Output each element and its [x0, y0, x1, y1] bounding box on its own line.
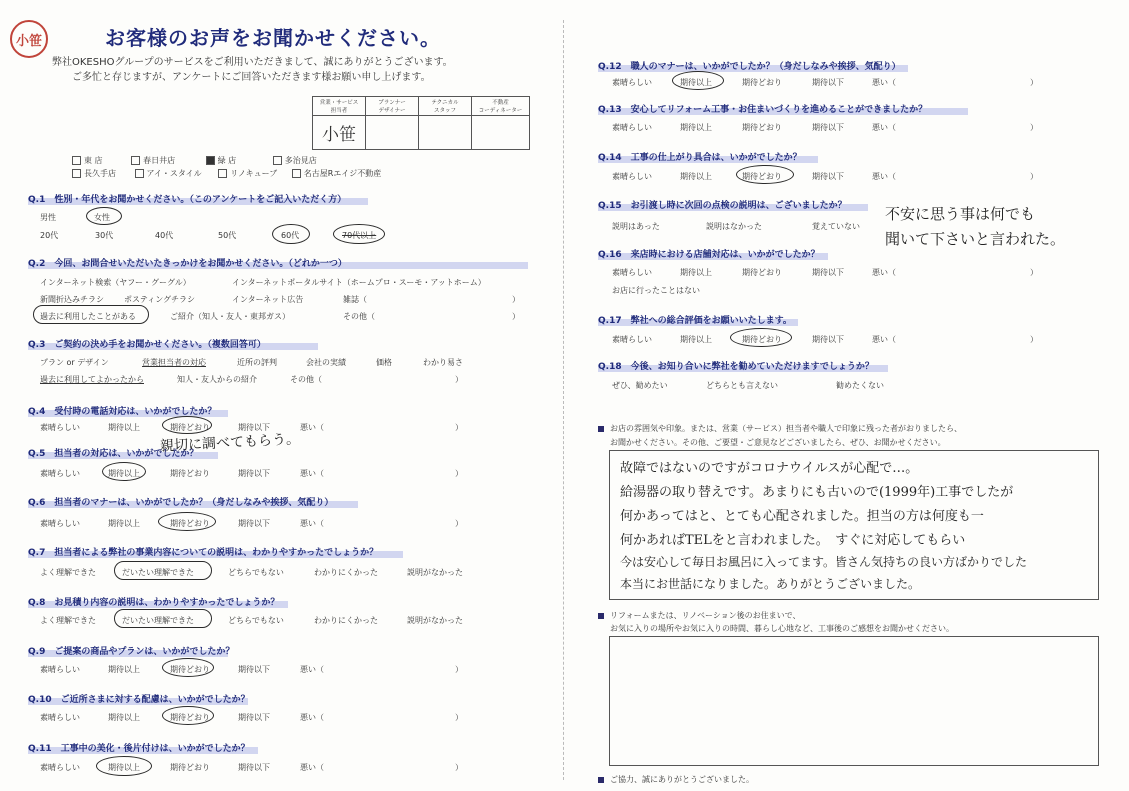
q2-opt-magazine-close: ）: [512, 295, 520, 304]
q4-opt-bad-close: ）: [455, 423, 463, 432]
q1-age-60s[interactable]: 60代: [281, 231, 300, 240]
q15-note-line-1: 不安に思う事は何でも: [885, 205, 1036, 223]
staff-header-realestate: 不動産 コーディネーター: [472, 97, 530, 116]
q8-opt-unclear[interactable]: わかりにくかった: [314, 616, 378, 625]
q16-opt-below[interactable]: 期待以下: [812, 268, 844, 277]
q6-opt-below[interactable]: 期待以下: [238, 519, 270, 528]
store-nagakute[interactable]: 長久手店: [72, 169, 116, 178]
q18-opt-neutral[interactable]: どちらとも言えない: [706, 381, 778, 390]
q9-title: Q.9 ご提案の商品やプランは、いかがでしたか？: [28, 647, 235, 657]
q1-age-50s[interactable]: 50代: [218, 231, 237, 240]
q15-note-line-2: 聞いて下さいと言われた。: [885, 230, 1066, 248]
q8-opt-neither[interactable]: どちらでもない: [228, 616, 284, 625]
q14-expected-circle: [736, 165, 794, 184]
q14-title: Q.14 工事の仕上がり具合は、いかがでしたか？: [598, 153, 802, 163]
q2-opt-search[interactable]: インターネット検索（ヤフー・グーグル）: [40, 278, 191, 287]
q13-opt-bad[interactable]: 悪い（: [872, 123, 896, 132]
q15-title: Q.15 お引渡し時に次回の点検の説明は、ございましたか？: [598, 201, 847, 211]
q1-gender-female[interactable]: 女性: [94, 213, 110, 222]
q5-title: Q.5 担当者の対応は、いかがでしたか？: [28, 449, 199, 459]
stamp-text: 小笹: [15, 33, 42, 49]
q10-opt-excellent[interactable]: 素晴らしい: [40, 713, 80, 722]
q5-opt-bad-close: ）: [455, 469, 463, 478]
q17-opt-bad[interactable]: 悪い（: [872, 335, 896, 344]
q2-opt-newspaper[interactable]: 新聞折込みチラシ: [40, 295, 104, 304]
q3-opt-friend[interactable]: 知人・友人からの紹介: [177, 375, 257, 384]
q17-opt-above[interactable]: 期待以上: [680, 335, 712, 344]
q5-opt-bad[interactable]: 悪い（: [300, 469, 324, 478]
q16-opt-never-visited[interactable]: お店に行ったことはない: [612, 286, 700, 295]
company-stamp: [10, 20, 48, 58]
q3-opt-other[interactable]: その他（: [290, 375, 322, 384]
q7-opt-mostly[interactable]: だいたい理解できた: [122, 568, 194, 577]
staff-sales-name[interactable]: 小笹: [313, 116, 366, 150]
q3-opt-sales-staff[interactable]: 営業担当者の対応: [142, 358, 206, 367]
q14-opt-above[interactable]: 期待以上: [680, 172, 712, 181]
q13-title: Q.13 安心してリフォーム工事・お住まいづくりを進めることができましたか？: [598, 105, 928, 115]
q3-opt-plan[interactable]: プラン or デザイン: [40, 358, 109, 367]
q1-gender-male[interactable]: 男性: [40, 213, 56, 222]
q11-opt-below[interactable]: 期待以下: [238, 763, 270, 772]
q17-title: Q.17 弊社への総合評価をお願いいたします。: [598, 316, 792, 326]
q6-title: Q.6 担当者のマナーは、いかがでしたか？（身だしなみや挨拶、気配り）: [28, 498, 334, 508]
q16-opt-bad-close: ）: [1030, 268, 1038, 277]
q12-opt-expected[interactable]: 期待どおり: [742, 78, 782, 87]
q4-opt-below[interactable]: 期待以下: [238, 423, 270, 432]
q9-opt-bad-close: ）: [455, 665, 463, 674]
q6-opt-above[interactable]: 期待以上: [108, 519, 140, 528]
q14-opt-below[interactable]: 期待以下: [812, 172, 844, 181]
comment2-prompt-2: お気に入りの場所やお気に入りの時間、暮らし心地など、工事後のご感想をお聞かせください。: [610, 624, 954, 633]
q5-opt-below[interactable]: 期待以下: [238, 469, 270, 478]
q17-opt-excellent[interactable]: 素晴らしい: [612, 335, 652, 344]
q1-60s-circle: [272, 224, 310, 244]
q6-expected-circle: [158, 512, 216, 531]
staff-header-planner: プランナー デザイナー: [366, 97, 419, 116]
comment1-prompt-2: お聞かせください。その他、ご要望・ご意見などございましたら、ぜひ、お聞かせください。: [610, 438, 946, 447]
bullet-icon: [598, 777, 604, 783]
q11-opt-bad-close: ）: [455, 763, 463, 772]
q9-opt-below[interactable]: 期待以下: [238, 665, 270, 674]
q10-opt-below[interactable]: 期待以下: [238, 713, 270, 722]
q3-opt-clarity[interactable]: わかり易さ: [423, 358, 463, 367]
store-higashi[interactable]: 東 店: [72, 156, 103, 165]
q2-opt-posting[interactable]: ポスティングチラシ: [124, 295, 196, 304]
staff-header-technical: テクニカル スタッフ: [419, 97, 472, 116]
comment2-prompt-1: リフォームまたは、リノベーション後のお住まいで、: [598, 610, 800, 621]
q18-opt-yes[interactable]: ぜひ、勧めたい: [612, 381, 668, 390]
comment1-prompt-1: お店の雰囲気や印象。または、営業（サービス）担当者や職人で印象に残った者がおりましたら、: [598, 423, 962, 434]
store-nagoya-r-age[interactable]: 名古屋Rエイジ不動産: [292, 169, 382, 178]
q2-opt-portal[interactable]: インターネットポータルサイト（ホームプロ・スーモ・アットホーム）: [232, 278, 486, 287]
staff-header-sales: 営業・サービス 担当者: [313, 97, 366, 116]
q12-above-circle: [672, 71, 724, 90]
q8-opt-mostly[interactable]: だいたい理解できた: [122, 616, 194, 625]
q2-opt-web-ad[interactable]: インターネット広告: [232, 295, 304, 304]
q14-opt-expected[interactable]: 期待どおり: [742, 172, 782, 181]
q4-opt-above[interactable]: 期待以上: [108, 423, 140, 432]
q7-mostly-circle: [114, 561, 212, 580]
staff-technical-name[interactable]: [419, 116, 472, 150]
q16-opt-expected[interactable]: 期待どおり: [742, 268, 782, 277]
q1-title: Q.1 性別・年代をお聞かせください。（このアンケートをご記入いただく方）: [28, 195, 347, 205]
q7-opt-unclear[interactable]: わかりにくかった: [314, 568, 378, 577]
q3-opt-track-record[interactable]: 会社の実績: [306, 358, 346, 367]
q12-title: Q.12 職人のマナーは、いかがでしたか？（身だしなみや挨拶、気配り）: [598, 62, 901, 72]
q13-opt-bad-close: ）: [1030, 123, 1038, 132]
q10-opt-bad[interactable]: 悪い（: [300, 713, 324, 722]
page-title: お客様のお声をお聞かせください。: [105, 26, 441, 50]
q11-opt-bad[interactable]: 悪い（: [300, 763, 324, 772]
q11-opt-excellent[interactable]: 素晴らしい: [40, 763, 80, 772]
q10-opt-expected[interactable]: 期待どおり: [170, 713, 210, 722]
comment1-line-2: 給湯器の取り替えです。あまりにも古いので(1999年)工事でしたが: [620, 485, 1014, 500]
intro-line-1: 弊社OKESHOグループのサービスをご利用いただきまして、誠にありがとうございます。: [52, 57, 453, 68]
q13-opt-above[interactable]: 期待以上: [680, 123, 712, 132]
q6-opt-excellent[interactable]: 素晴らしい: [40, 519, 80, 528]
q11-title: Q.11 工事中の美化・後片付けは、いかがでしたか？: [28, 744, 250, 754]
staff-table: [312, 96, 530, 150]
q3-opt-reputation[interactable]: 近所の評判: [237, 358, 277, 367]
q18-title: Q.18 今後、お知り合いに弊社を勧めていただけますでしょうか？: [598, 362, 874, 372]
bullet-icon: [598, 426, 604, 432]
staff-realestate-name[interactable]: [472, 116, 530, 150]
q14-opt-bad[interactable]: 悪い（: [872, 172, 896, 181]
q16-title: Q.16 来店時における店舗対応は、いかがでしたか？: [598, 250, 820, 260]
q4-opt-excellent[interactable]: 素晴らしい: [40, 423, 80, 432]
store-midori[interactable]: 緑 店: [206, 156, 237, 165]
comment1-line-4: 何かあればTELをと言われました。 すぐに対応してもらい: [620, 533, 966, 548]
q18-opt-no[interactable]: 勧めたくない: [836, 381, 884, 390]
q16-opt-excellent[interactable]: 素晴らしい: [612, 268, 652, 277]
q13-opt-expected[interactable]: 期待どおり: [742, 123, 782, 132]
q16-opt-above[interactable]: 期待以上: [680, 268, 712, 277]
q7-opt-none[interactable]: 説明がなかった: [407, 568, 463, 577]
store-i-style[interactable]: アイ・スタイル: [135, 169, 202, 178]
q1-age-30s[interactable]: 30代: [95, 231, 114, 240]
store-checkbox-row-2: [72, 168, 381, 179]
q2-opt-other-close: ）: [512, 312, 520, 321]
q6-opt-bad-close: ）: [455, 519, 463, 528]
q5-opt-excellent[interactable]: 素晴らしい: [40, 469, 80, 478]
q3-opt-other-close: ）: [455, 375, 463, 384]
comment2-box[interactable]: [609, 636, 1099, 766]
intro-line-2: ご多忙と存じますが、アンケートにご回答いただきます様お願い申し上げます。: [72, 72, 431, 83]
q5-opt-expected[interactable]: 期待どおり: [170, 469, 210, 478]
q11-opt-above[interactable]: 期待以上: [108, 763, 140, 772]
store-tajimi[interactable]: 多治見店: [273, 156, 317, 165]
comment1-line-6: 本当にお世話になりました。ありがとうございました。: [620, 577, 921, 591]
store-kasugai[interactable]: 春日井店: [131, 156, 175, 165]
q9-expected-circle: [162, 658, 214, 677]
q10-expected-circle: [162, 706, 214, 725]
q13-opt-excellent[interactable]: 素晴らしい: [612, 123, 652, 132]
q7-opt-neither[interactable]: どちらでもない: [228, 568, 284, 577]
q7-opt-well[interactable]: よく理解できた: [40, 568, 96, 577]
q5-above-circle: [102, 462, 146, 481]
q13-opt-below[interactable]: 期待以下: [812, 123, 844, 132]
bullet-icon: [598, 613, 604, 619]
q10-opt-above[interactable]: 期待以上: [108, 713, 140, 722]
q2-opt-referral[interactable]: ご紹介（知人・友人・東邦ガス）: [170, 312, 290, 321]
q17-opt-expected[interactable]: 期待どおり: [742, 335, 782, 344]
q15-opt-explained[interactable]: 説明はあった: [612, 222, 660, 231]
q17-expected-circle: [730, 328, 792, 347]
q8-opt-none[interactable]: 説明がなかった: [407, 616, 463, 625]
q8-title: Q.8 お見積り内容の説明は、わかりやすかったでしょうか？: [28, 598, 280, 608]
q14-opt-excellent[interactable]: 素晴らしい: [612, 172, 652, 181]
q15-opt-not-remember[interactable]: 覚えていない: [812, 222, 860, 231]
q3-title: Q.3 ご契約の決め手をお聞かせください。（複数回答可）: [28, 340, 266, 350]
q16-opt-bad[interactable]: 悪い（: [872, 268, 896, 277]
q10-opt-bad-close: ）: [455, 713, 463, 722]
comment1-line-1: 故障ではないのですがコロナウイルスが心配で…。: [620, 461, 919, 476]
store-checkbox-row-1: [72, 155, 317, 166]
q12-opt-below[interactable]: 期待以下: [812, 78, 844, 87]
comment1-line-5: 今は安心して毎日お風呂に入ってます。皆さん気持ちの良い方ばかりでした: [620, 555, 1028, 569]
q4-title: Q.4 受付時の電話対応は、いかがでしたか？: [28, 407, 217, 417]
q10-title: Q.10 ご近所さまに対する配慮は、いかがでしたか？: [28, 695, 250, 705]
comment1-line-3: 何かあってはと、とても心配されました。担当の方は何度も一: [620, 509, 984, 524]
q2-past-use-circle: [33, 305, 149, 324]
q1-age-20s[interactable]: 20代: [40, 231, 59, 240]
q8-mostly-circle: [114, 609, 212, 628]
q3-opt-past-good[interactable]: 過去に利用してよかったから: [40, 375, 144, 384]
q12-opt-excellent[interactable]: 素晴らしい: [612, 78, 652, 87]
q5-opt-above[interactable]: 期待以上: [108, 469, 140, 478]
q17-opt-bad-close: ）: [1030, 335, 1038, 344]
q14-opt-bad-close: ）: [1030, 172, 1038, 181]
q1-female-circle: [86, 207, 122, 225]
q1-age-70s[interactable]: 70代以上: [342, 231, 377, 240]
q12-opt-bad[interactable]: 悪い（: [872, 78, 896, 87]
q11-opt-expected[interactable]: 期待どおり: [170, 763, 210, 772]
q11-above-circle: [96, 756, 152, 776]
q17-opt-below[interactable]: 期待以下: [812, 335, 844, 344]
q9-opt-excellent[interactable]: 素晴らしい: [40, 665, 80, 674]
comment1-box[interactable]: [609, 450, 1099, 600]
q9-opt-above[interactable]: 期待以上: [108, 665, 140, 674]
q2-title: Q.2 今回、お問合せいただいたきっかけをお聞かせください。（どれか一つ）: [28, 259, 347, 269]
q2-opt-magazine[interactable]: 雑誌（: [343, 295, 367, 304]
q4-opt-bad[interactable]: 悪い（: [300, 423, 324, 432]
q4-expected-circle: [162, 416, 212, 434]
q4-opt-expected[interactable]: 期待どおり: [170, 423, 210, 432]
q12-opt-bad-close: ）: [1030, 78, 1038, 87]
q9-opt-expected[interactable]: 期待どおり: [170, 665, 210, 674]
q2-opt-past-use[interactable]: 過去に利用したことがある: [40, 312, 136, 321]
q1-70s-circle: [333, 224, 385, 244]
q6-opt-expected[interactable]: 期待どおり: [170, 519, 210, 528]
q3-opt-price[interactable]: 価格: [376, 358, 392, 367]
q2-opt-other[interactable]: その他（: [343, 312, 375, 321]
q15-opt-not-explained[interactable]: 説明はなかった: [706, 222, 762, 231]
q9-opt-bad[interactable]: 悪い（: [300, 665, 324, 674]
closing-message: ご協力、誠にありがとうございました。: [598, 774, 754, 785]
staff-planner-name[interactable]: [366, 116, 419, 150]
q5-handwritten-note: 親切に調べてもらう。: [159, 431, 301, 455]
q7-title: Q.7 担当者による弊社の事業内容についての説明は、わかりやすかったでしょうか？: [28, 548, 379, 558]
q6-opt-bad[interactable]: 悪い（: [300, 519, 324, 528]
q8-opt-well[interactable]: よく理解できた: [40, 616, 96, 625]
q1-age-40s[interactable]: 40代: [155, 231, 174, 240]
column-divider: [563, 20, 565, 780]
q12-opt-above[interactable]: 期待以上: [680, 78, 712, 87]
store-renocube[interactable]: リノキューブ: [218, 169, 277, 178]
